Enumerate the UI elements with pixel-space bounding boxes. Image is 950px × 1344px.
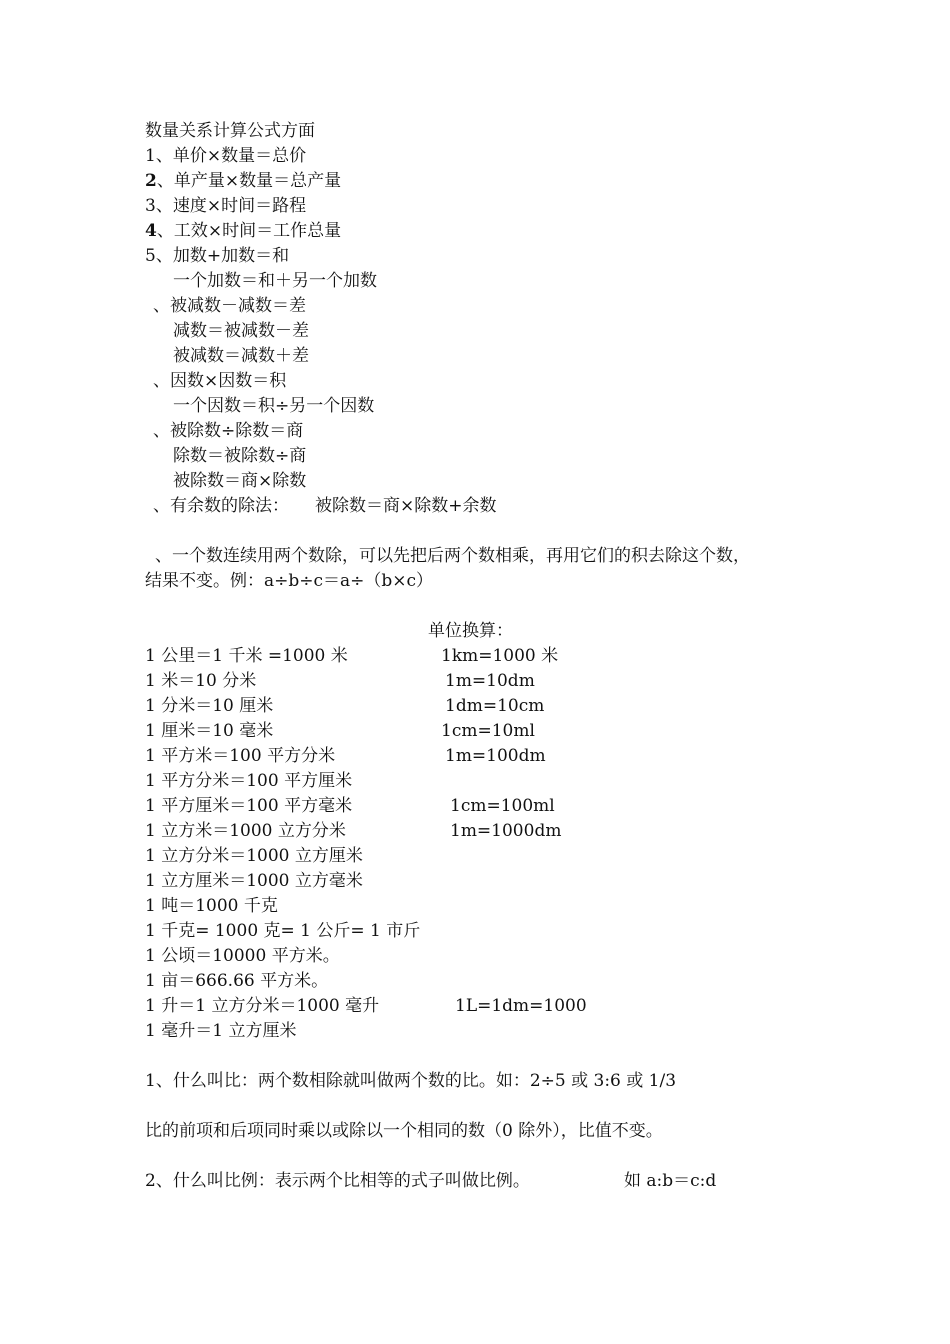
formula-number: 2 <box>145 171 157 191</box>
formula-subline: 、因数×因数＝积 <box>153 371 287 391</box>
unit-row-left: 1 公里＝1 千米 =1000 米 <box>145 646 348 666</box>
formula-subline: 、被减数－减数＝差 <box>153 296 306 316</box>
formula-subline <box>153 495 497 517</box>
unit-row-right: 1L=1dm=1000 <box>455 996 587 1016</box>
formula-subline: 被除数＝商×除数 <box>173 471 307 491</box>
formula-number: 4 <box>145 221 157 241</box>
proportion-definition: 2、什么叫比例：表示两个比相等的式子叫做比例。 <box>145 1171 530 1191</box>
unit-row-left: 1 米＝10 分米 <box>145 671 257 691</box>
remainder-formula: 被除数＝商×除数+余数 <box>315 496 497 516</box>
formula-subline: 除数＝被除数÷商 <box>173 446 307 466</box>
unit-row-right: 1cm=100ml <box>450 796 555 816</box>
unit-row-left: 1 公顷＝10000 平方米。 <box>145 946 340 966</box>
formula-subline: 一个因数＝积÷另一个因数 <box>173 396 375 416</box>
formula-line <box>145 220 341 242</box>
unit-row-left: 1 分米＝10 厘米 <box>145 696 274 716</box>
formula-subline: 一个加数＝和＋另一个加数 <box>173 271 377 291</box>
formula-number: 1 <box>145 146 156 166</box>
ratio-property: 比的前项和后项同时乘以或除以一个相同的数（0 除外），比值不变。 <box>145 1121 663 1141</box>
unit-row-right: 1km=1000 米 <box>441 646 559 666</box>
formula-text: 、单价×数量＝总价 <box>155 146 307 166</box>
formula-text: 、速度×时间＝路程 <box>155 196 307 216</box>
unit-row-left: 1 立方米＝1000 立方分米 <box>145 821 346 841</box>
unit-row-left: 1 毫升＝1 立方厘米 <box>145 1021 297 1041</box>
formula-line <box>145 195 306 217</box>
proportion-example: 如 a:b＝c:d <box>624 1171 717 1191</box>
unit-row-left: 1 平方厘米＝100 平方毫米 <box>145 796 353 816</box>
unit-row-right: 1m=100dm <box>445 746 546 766</box>
paragraph-line: 结果不变。例：a÷b÷c＝a÷（b×c） <box>145 571 434 591</box>
unit-row-left: 1 升＝1 立方分米＝1000 毫升 <box>145 996 380 1016</box>
formula-number: 5 <box>145 246 156 266</box>
unit-row-right: 1m=10dm <box>445 671 535 691</box>
formula-line <box>145 170 341 192</box>
unit-row-left: 1 厘米＝10 毫米 <box>145 721 274 741</box>
unit-row-left: 1 立方分米＝1000 立方厘米 <box>145 846 363 866</box>
unit-row-left: 1 平方分米＝100 平方厘米 <box>145 771 353 791</box>
formula-text: 、工效×时间＝工作总量 <box>156 221 342 241</box>
formula-line <box>145 145 306 167</box>
unit-row-left: 1 平方米＝100 平方分米 <box>145 746 336 766</box>
paragraph-line: 、一个数连续用两个数除，可以先把后两个数相乘，再用它们的积去除这个数， <box>155 546 750 566</box>
formula-line <box>145 245 289 267</box>
unit-row-left: 1 亩＝666.66 平方米。 <box>145 971 329 991</box>
unit-row-right: 1m=1000dm <box>450 821 562 841</box>
formula-text: 、加数+加数＝和 <box>155 246 290 266</box>
formula-number: 3 <box>145 196 156 216</box>
units-heading: 单位换算： <box>428 621 513 641</box>
ratio-definition: 1、什么叫比：两个数相除就叫做两个数的比。如：2÷5 或 3:6 或 1/3 <box>145 1071 677 1091</box>
remainder-label: 、有余数的除法： <box>153 496 289 516</box>
formula-subline: 减数＝被减数－差 <box>173 321 309 341</box>
unit-row-left: 1 千克= 1000 克= 1 公斤= 1 市斤 <box>145 921 421 941</box>
document-title: 数量关系计算公式方面 <box>145 121 315 141</box>
unit-row-left: 1 吨＝1000 千克 <box>145 896 278 916</box>
formula-subline: 、被除数÷除数＝商 <box>153 421 304 441</box>
formula-subline: 被减数＝减数＋差 <box>173 346 309 366</box>
formula-text: 、单产量×数量＝总产量 <box>156 171 342 191</box>
unit-row-left: 1 立方厘米＝1000 立方毫米 <box>145 871 363 891</box>
unit-row-right: 1dm=10cm <box>445 696 545 716</box>
unit-row-right: 1cm=10ml <box>441 721 535 741</box>
